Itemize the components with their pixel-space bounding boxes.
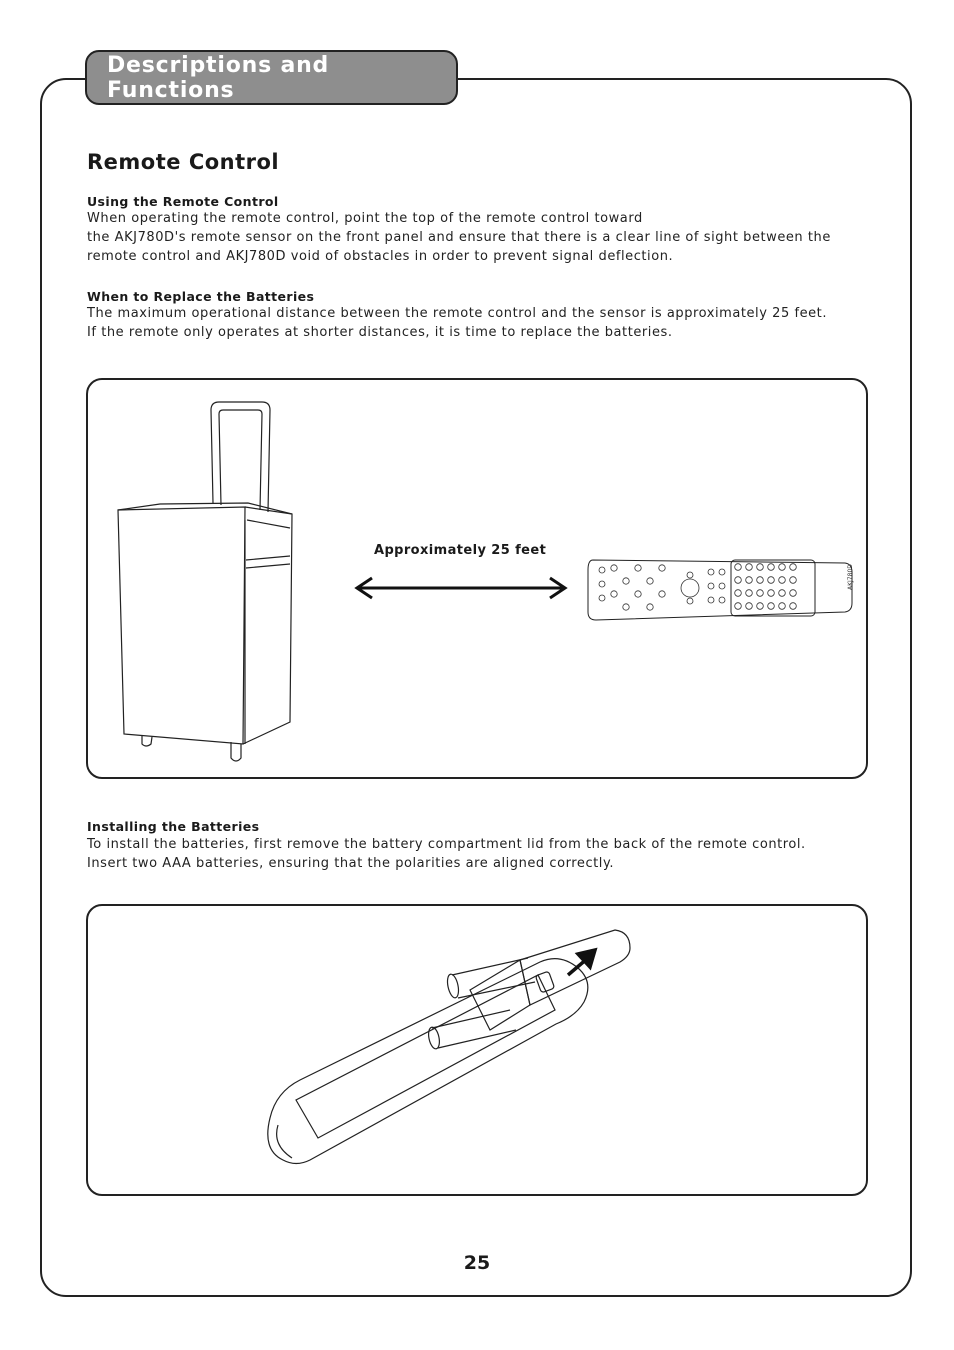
distance-figure bbox=[86, 378, 868, 779]
page-number: 25 bbox=[463, 1252, 491, 1274]
replace-line-2: If the remote only operates at shorter distances, it is time to replace the batteries. bbox=[87, 325, 673, 340]
install-line-2: Insert two AAA batteries, ensuring that the polarities are aligned correctly. bbox=[87, 856, 615, 871]
install-heading: Installing the Batteries bbox=[87, 819, 260, 834]
using-line-1: When operating the remote control, point the top of the remote control toward bbox=[87, 211, 643, 226]
distance-label: Approximately 25 feet bbox=[374, 543, 547, 558]
section-title: Remote Control bbox=[87, 150, 280, 174]
replace-heading: When to Replace the Batteries bbox=[87, 289, 315, 304]
battery-figure bbox=[86, 904, 868, 1196]
using-line-2: the AKJ780D's remote sensor on the front panel and ensure that there is a clear line of sight between the bbox=[87, 230, 831, 245]
remote-model-mark: AKJ780D bbox=[847, 564, 854, 590]
header-tab bbox=[85, 50, 458, 105]
header-title: Descriptions and Functions bbox=[107, 52, 330, 103]
using-line-3: remote control and AKJ780D void of obstacles in order to prevent signal deflection. bbox=[87, 249, 674, 264]
using-heading: Using the Remote Control bbox=[87, 194, 279, 209]
replace-line-1: The maximum operational distance between the remote control and the sensor is approximately 25 feet. bbox=[87, 306, 828, 321]
install-line-1: To install the batteries, first remove the battery compartment lid from the back of the remote control. bbox=[87, 837, 806, 852]
